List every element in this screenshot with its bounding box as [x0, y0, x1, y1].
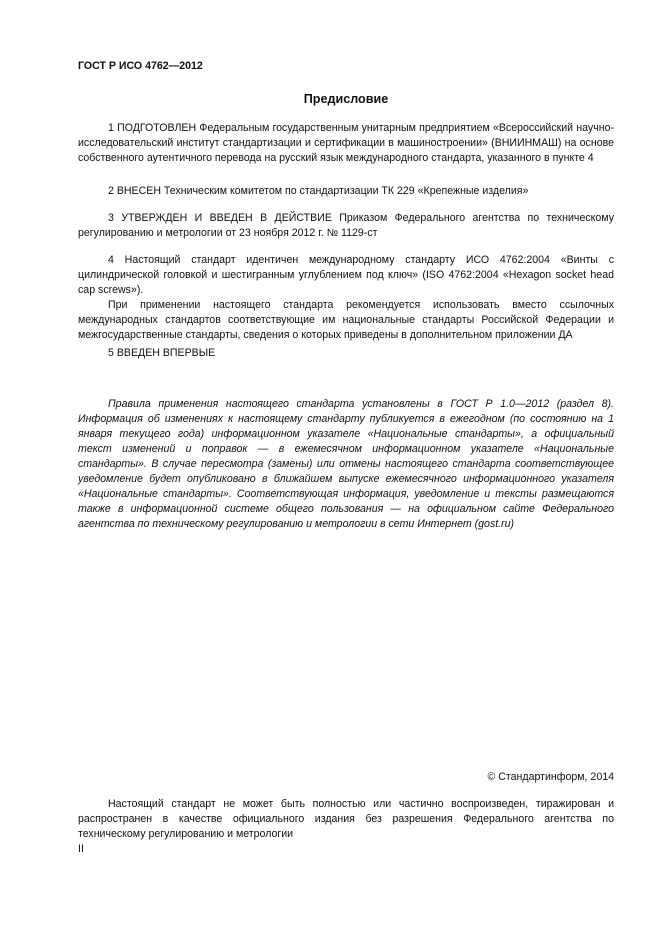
item-3-text: 3 УТВЕРЖДЕН И ВВЕДЕН В ДЕЙСТВИЕ Приказом Федерального агентства по техническому регулированию и метрологии от 23 ноября 2012 г. № 1129-ст — [78, 212, 614, 239]
document-code-header: ГОСТ Р ИСО 4762—2012 — [78, 60, 203, 72]
item-4-note: При применении настоящего стандарта рекомендуется использовать вместо ссылочных международных стандартов соответствующие им национальные стандарты Российской Федерации и межгосударственные стандарты, сведения о которых приведены в дополнительном приложении ДА — [78, 299, 614, 341]
page-title: Предисловие — [303, 92, 389, 106]
item-4 — [78, 253, 614, 343]
item-2-text: 2 ВНЕСЕН Техническим комитетом по стандартизации ТК 229 «Крепежные изделия» — [108, 185, 529, 197]
legal-notice — [78, 797, 614, 842]
application-rules-notice — [78, 397, 614, 532]
item-1-text: 1 ПОДГОТОВЛЕН Федеральным государственным унитарным предприятием «Всероссийский научно-исследовательский институт стандартизации и сертификации в машиностроении» (ВНИИНМАШ) на основе собственного аутентичного перевода на русский язык международного стандарта, указанного в пункте 4 — [78, 122, 614, 164]
item-2 — [78, 184, 614, 199]
notice-text: Правила применения настоящего стандарта установлены в ГОСТ Р 1.0—2012 (раздел 8). Информация об изменениях к настоящему стандарту публикуется в ежегодном (по состоянию на 1 января текущего года) информационном указателе «Национальные стандарты», а официальный текст изменений и поправок — в ежемесячном информационном указателе «Национальные стандарты». В случае пересмотра (замены) или отмены настоящего стандарта соответствующее уведомление будет опубликовано в ближайшем выпуске ежемесячного информационного указателя «Национальные стандарты». Соответствующая информация, уведомление и тексты размещаются также в информационной системе общего пользования — на официальном сайте Федерального агентства по техническому регулированию и метрологии в сети Интернет (gost.ru) — [78, 398, 614, 530]
item-4-text: 4 Настоящий стандарт идентичен международному стандарту ИСО 4762:2004 «Винты с цилиндрической головкой и шестигранным углублением под ключ» (ISO 4762:2004 «Hexagon socket head cap screws»). — [78, 254, 614, 296]
item-1 — [78, 121, 614, 166]
item-3 — [78, 211, 614, 241]
item-5-text: 5 ВВЕДЕН ВПЕРВЫЕ — [108, 347, 216, 359]
copyright: © Стандартинформ, 2014 — [487, 771, 614, 783]
legal-text: Настоящий стандарт не может быть полностью или частично воспроизведен, тиражирован и распространен в качестве официального издания без разрешения Федерального агентства по техническому регулированию и метрологии — [78, 798, 614, 840]
page-number: II — [78, 843, 84, 855]
item-5 — [78, 346, 614, 361]
